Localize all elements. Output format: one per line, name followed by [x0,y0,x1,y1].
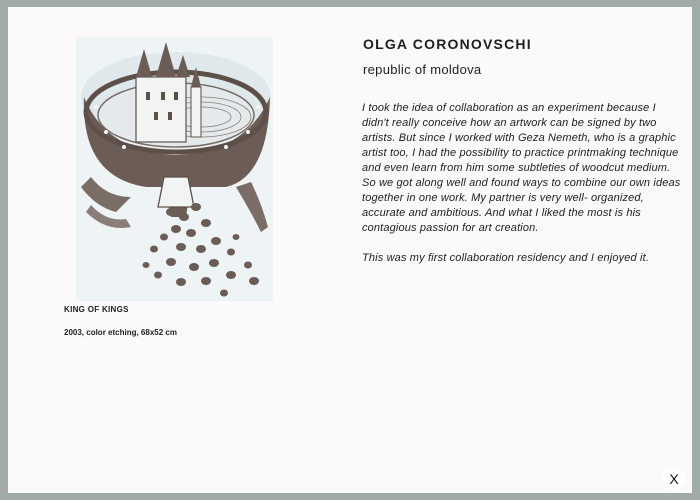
artist-country: republic of moldova [363,62,482,77]
statement-paragraph: This was my first collaboration residency and I enjoyed it. [362,252,650,264]
artist-modal [8,7,692,493]
artist-statement [362,101,684,281]
close-button[interactable]: X [662,469,686,489]
artwork-details: 2003, color etching, 68x52 cm [64,328,177,337]
artwork-title: KING OF KINGS [64,305,129,314]
artist-name: OLGA CORONOVSCHI [363,36,532,52]
artwork-image [76,37,273,301]
etching-icon [76,37,273,301]
statement-paragraph: I took the idea of collaboration as an experiment because I didn't really conceive how an artwork can be signed by two artists. But since I worked with Geza Nemeth, who is a graphic artist too, I had the possibility to practice printmaking technique and even learn from him some subtleties of woodcut medium. So we got along well and found ways to combine our own ideas together in one work. My partner is very well- organized, accurate and ambitious. And what I liked the most is his contagious passion for art creation. [362,102,681,234]
